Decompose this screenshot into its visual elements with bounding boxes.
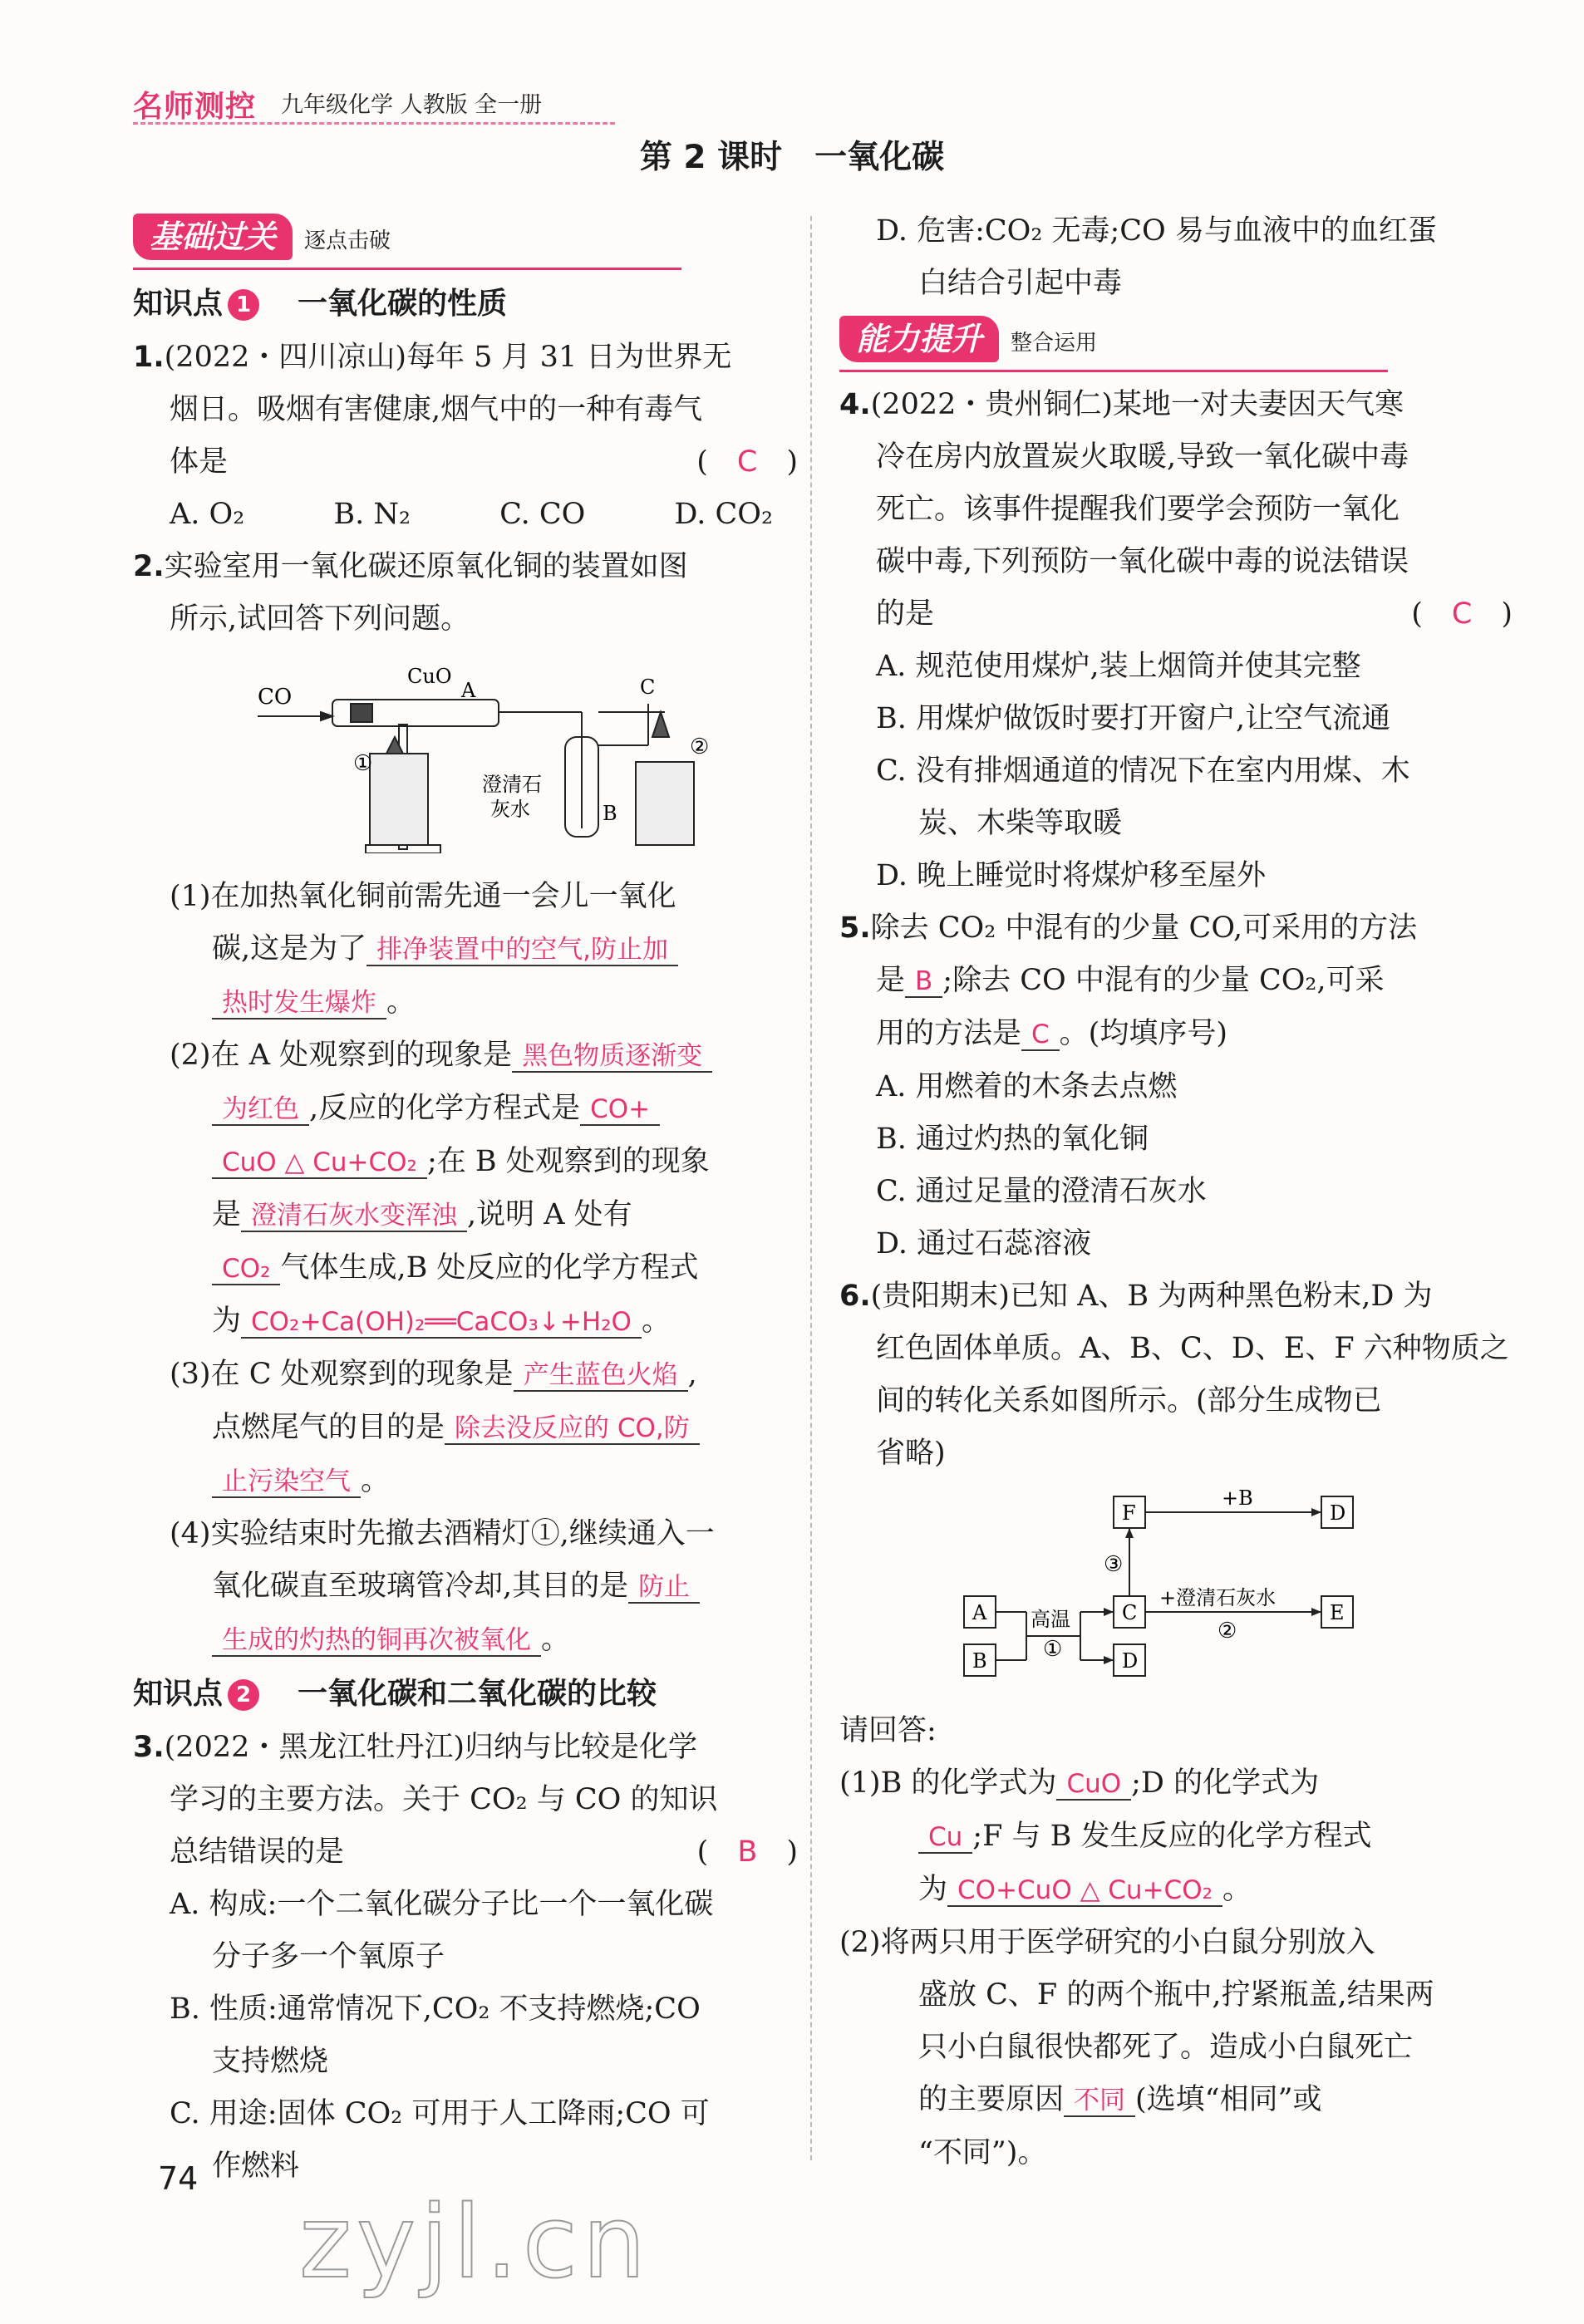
node-a: A [972, 1601, 987, 1624]
label-limewater-2: 灰水 [490, 798, 530, 821]
answer-blank: 热时发生爆炸 [212, 988, 386, 1020]
left-column [133, 208, 798, 2193]
answer-mark: B [737, 1835, 758, 1869]
page-number: 74 [158, 2160, 199, 2197]
conversion-diagram [839, 1480, 1504, 1688]
answer-blank: Cu [918, 1822, 972, 1854]
answer-blank: 除去没反应的 CO,防 [445, 1413, 700, 1445]
knowledge-point-1: 知识点 1 一氧化碳的性质 [133, 287, 508, 321]
brand-logo: 名师测控 [133, 90, 257, 124]
label-a: A [461, 679, 476, 702]
label-co: CO [258, 685, 293, 710]
answer-blank: CuO [1056, 1769, 1131, 1801]
answer-blank: 澄清石灰水变浑浊 [241, 1201, 467, 1232]
answer-blank: 防止 [628, 1572, 700, 1604]
answer-blank: CO+CuO △ Cu+CO₂ [947, 1875, 1222, 1907]
watermark: zyjl.cn [299, 2185, 651, 2301]
question-4: 4.(2022・贵州铜仁)某地一对夫妻因天气寒 冷在房内放置炭火取暖,导致一氧化碳中毒 死亡。该事件提醒我们要学会预防一氧化 碳中毒,下列预防一氧化碳中毒的说法错误 的是 ( C ) A. 规范使用煤炉,装上烟筒并使其完整 B. 用煤炉做饭时要打开窗户,让空气流通 C. 没有排烟通道的情况下在室内用煤、木 炭、木柴等取暖 D. 晚上睡觉时将煤炉移至屋外 [839, 388, 1513, 892]
answer-blank: 为红色 [212, 1094, 309, 1126]
answer-blank: 排净装置中的空气,防止加 [366, 935, 678, 966]
question-3: 3.(2022・黑龙江牡丹江)归纳与比较是化学 学习的主要方法。关于 CO₂ 与 CO 的知识 总结错误的是 ( B ) A. 构成:一个二氧化碳分子比一个一氧化碳 分子多一个氧原子 B. 性质:通常情况下,CO₂ 不支持燃烧;CO 支持燃烧 C. 用途:固体 CO₂ 可用于人工降雨;CO 可 作燃料 [133, 1731, 798, 2183]
label-limewater-1: 澄清石 [482, 773, 542, 796]
node-b: B [972, 1649, 987, 1673]
node-f: F [1122, 1501, 1136, 1525]
options: A. O₂ B. N₂ C. CO D. CO₂ [170, 498, 773, 531]
answer-blank: CO+ [580, 1094, 660, 1126]
section-tag: 逐点击破 [304, 228, 391, 253]
answer-blank: 止污染空气 [212, 1467, 361, 1498]
book-info: 九年级化学 人教版 全一册 [281, 92, 543, 118]
answer-blank: C [1021, 1020, 1060, 1051]
right-column [839, 205, 1513, 2179]
knowledge-point-2: 知识点 2 一氧化碳和二氧化碳的比较 [133, 1677, 657, 1711]
label-plus-b: +B [1222, 1486, 1253, 1510]
label-n2: ② [690, 735, 710, 759]
label-n1: ① [353, 751, 373, 776]
question-2: 2.实验室用一氧化碳还原氧化铜的装置如图 所示,试回答下列问题。 CO CuO A C B ① ② 澄清石 灰水 (1)在加热氧化铜前需先通一会儿一氧化 碳,这是为了 排净装置中的空气,防止加 热时发生爆炸 。 (2)在 A 处观察到的现象是 黑色物质逐渐变 为红色 ,反应的化学方程式是 CO+ CuO △ Cu+CO₂ ;在 B 处观察到的现象 是 澄清石灰水变浑浊 ,说明 A 处有 CO₂ 气体生成,B 处反应的化学方程式 为 CO₂+Ca(OH)₂══CaCO₃↓+H₂O 。 (3)在 C 处观察到的现象是 产生蓝色火焰 , 点燃尾气的目的是 除去没反应的 CO,防 止污染空气 。 (4)实验结束时先撤去酒精灯①,继续通入一 氧化碳直至玻璃管冷却,其目的是 防止 生成的灼热的铜再次被氧化 。 [133, 541, 798, 1667]
answer-blank: 黑色物质逐渐变 [512, 1041, 712, 1073]
label-gaowen: 高温 [1031, 1608, 1070, 1631]
section-banner-ability [839, 315, 1388, 372]
answer-blank: 不同 [1064, 2086, 1135, 2117]
question-5: 5.除去 CO₂ 中混有的少量 CO,可采用的方法 是 B ;除去 CO 中混有的少量 CO₂,可采 用的方法是 C 。(均填序号) A. 用燃着的木条去点燃 B. 通过灼热的氧化铜 C. 通过足量的澄清石灰水 D. 通过石蕊溶液 [839, 911, 1418, 1260]
label-b: B [603, 802, 617, 825]
answer-blank: 生成的灼热的铜再次被氧化 [212, 1625, 541, 1657]
section-tag: 整合运用 [1011, 331, 1098, 356]
node-e: E [1330, 1601, 1345, 1624]
label-n1: ① [1043, 1637, 1063, 1662]
label-n2: ② [1218, 1619, 1237, 1644]
answer-blank: CO₂+Ca(OH)₂══CaCO₃↓+H₂O [241, 1307, 642, 1339]
apparatus-diagram [133, 646, 798, 853]
answer-mark: C [736, 445, 758, 479]
question-6: 6.(贵阳期末)已知 A、B 为两种黑色粉末,D 为 红色固体单质。A、B、C、D、E、F 六种物质之 间的转化关系如图所示。(部分生成物已 省略) A B C F D D E 高温 ① ② ③ +B +澄清石灰水 请回答: (1)B 的化学式为 CuO ;D 的化学式为 Cu ;F 与 B 发生反应的化学方程式 为 CO+CuO △ Cu+CO₂ 。 (2)将两只用于医学研究的小白鼠分别放入 盛放 C、F 的两个瓶中,拧紧瓶盖,结果两 只小白鼠很快都死了。造成小白鼠死亡 的主要原因 不同 (选填“相同”或 “不同”)。 [839, 1280, 1509, 2169]
answer-blank: CuO △ Cu+CO₂ [212, 1147, 427, 1179]
node-d-bottom: D [1122, 1649, 1139, 1673]
section-label: 能力提升 [839, 316, 999, 362]
label-n3: ③ [1104, 1552, 1124, 1577]
label-c: C [640, 676, 656, 699]
column-divider [810, 216, 812, 2160]
node-c: C [1122, 1601, 1138, 1624]
question-3-continued: D. 危害:CO₂ 无毒;CO 易与血液中的血红蛋 白结合引起中毒 [876, 214, 1437, 300]
question-1: 1.(2022・四川凉山)每年 5 月 31 日为世界无 烟日。吸烟有害健康,烟气中的一种有毒气 体是 ( C ) A. O₂ B. N₂ C. CO D. CO₂ [133, 332, 798, 541]
answer-blank: B [905, 966, 942, 998]
label-cuo: CuO [407, 665, 452, 688]
answer-mark: C [1451, 597, 1473, 631]
label-limewater: +澄清石灰水 [1159, 1586, 1277, 1609]
section-banner-basic [133, 213, 681, 270]
page-title: 第 2 课时 一氧化碳 [639, 139, 945, 176]
answer-blank: CO₂ [212, 1254, 280, 1285]
section-label: 基础过关 [133, 214, 293, 260]
node-d-top: D [1330, 1501, 1346, 1525]
header-divider [133, 122, 615, 125]
answer-blank: 产生蓝色火焰 [514, 1360, 688, 1392]
